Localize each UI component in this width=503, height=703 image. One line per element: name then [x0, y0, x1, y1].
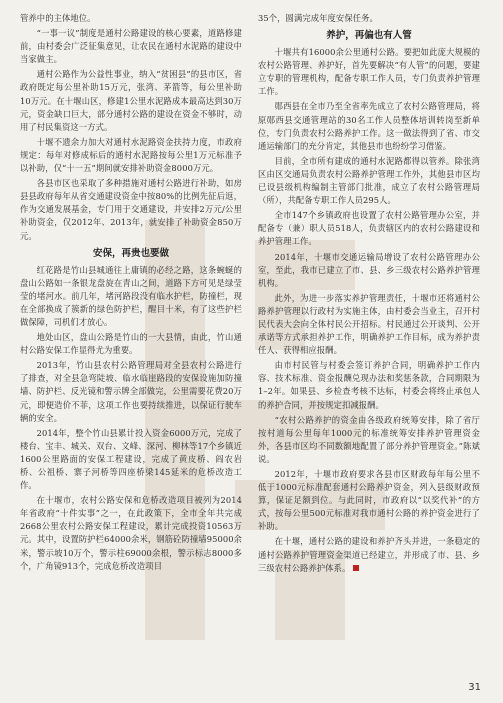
paragraph: 2013年，竹山县农村公路管理局对全县农村公路进行了排查，对全县急弯陡坡、临水临崖路段的安保设施加防撞墙、防护栏、反光镜和警示牌全部做完，公里需要花费20万元，即便造价不菲，这项工作也要持续推进，以保证行驶车辆的安全。 — [20, 360, 242, 423]
paragraph: 十堰共有16000余公里通村公路。要把如此庞大规模的农村公路管理、养护好，首先要解决“有人管”的问题，要建立专职的管理机构，配备专职工作人员，专门负责养护管理工作。 — [258, 47, 480, 97]
paragraph: 35个，圆满完成年度安保任务。 — [258, 13, 378, 23]
paragraph: 2014年，整个竹山县累计投入资金6000万元，完成了楼台、宝丰、城关、双台、文峰、深河、柳林等17个乡镇近1600公里路面的安保工程建设，完成了黄皮桥、阎农岩桥、公祖桥、寨子河桥等四座桥梁145延米的危桥改造工作。 — [20, 427, 242, 491]
left-column — [20, 12, 242, 575]
paragraph-last — [258, 535, 480, 574]
paragraph: 全市147个乡镇政府也设置了农村公路管理办公室，并配备专（兼）职人员518人，负责辖区内的农村公路建设和养护管理工作。 — [258, 210, 480, 247]
paragraph: “农村公路养护的资金由各级政府统筹安排，除了省厅按村道每公里每年1000元的标准统筹安排养护管理资金外，各县市区均不同数额地配置了部分养护管理资金。”陈斌说。 — [258, 414, 480, 464]
end-of-article-square-icon — [353, 565, 359, 571]
paragraph: 由市村民管与村委会签订养护合同，明确养护工作内容、技术标准、资金报酬兑现办法和奖惩条款，合同期限为1–2年。如果县、乡检查考核不达标，村委会将终止承包人的养护合同，并按规定扣减报酬。 — [258, 360, 480, 410]
section-heading: 养护，再偏也有人管 — [326, 30, 412, 42]
paragraph-text: 在十堰，通村公路的建设和养护齐头并进，一条稳定的通村公路养护管理资金渠道已经建立，并形成了市、县、乡三级农村公路养护体系。 — [258, 536, 480, 573]
paragraph: 郧西县在全市乃至全省率先成立了农村公路管理局，将原郧西县交通管理站的30名工作人员整体培训转岗至新单位，专门负责农村公路养护工作。这一做法得到了省、市交通运输部门的充分肯定，其他县市也纷纷学习借鉴。 — [258, 101, 480, 151]
paragraph: 红花路是竹山县城通往上庸镇的必经之路，这条蜿蜒的盘山公路如一条银龙盘旋在青山之间，道路下方可见是绿莹莹的堵河水。前几年，堵河路段没有临水护栏，防撞栏，现在全部换成了簇新的绿色防护栏，醒目十米，有了这些护栏做保障，司机们才放心。 — [20, 264, 242, 327]
section-heading: 安保，再贵也要做 — [92, 247, 169, 259]
paragraph: 目前，全市所有建成的通村水泥路都得以管养。除张湾区由区交通局负责农村公路养护管理工作外，其他县市区均已设县级机构编制主管部门批准，成立了农村公路管理局（所），共配备专职工作人员295人。 — [258, 155, 480, 206]
paragraph: 2012年，十堰市政府要求各县市区财政每年每公里不低于1000元标准配套通村公路养护资金，列入县级财政预算，保证足额到位。与此同时，市政府以“以奖代补”的方式，按每公里500元标准对我市通村公路的养护资金进行了补助。 — [258, 469, 480, 532]
paragraph: 2014年，十堰市交通运输局增设了农村公路管理办公室，至此，我市已建立了市、县、乡三级农村公路养护管理机构。 — [258, 251, 480, 288]
paragraph: 通村公路作为公益性事业，纳入“贫困县”的县市区，省政府既定每公里补助15万元，张湾、茅箭等，每公里补助10万元。在十堰山区，修建1公里水泥路成本最高达到30万元，资金缺口巨大，部分通村公路的建设在资金不够时，动用了村民集资这一方式。 — [20, 69, 242, 132]
page-number: 31 — [468, 682, 481, 693]
paragraph: “一事一议”制度是通村公路建设的核心要素，道路修建前，由村委会广泛征集意见，让农民在通村水泥路的建设中当家做主。 — [20, 28, 242, 65]
paragraph: 在十堰市，农村公路安保和危桥改造项目被列为2014年省政府“十件实事”之一，在此政策下，全市全年共完成2668公里农村公路安保工程建设，累计完成投资10563万元。其中，设置防护栏64000余米，钢筋砼防撞墙95000余米，警示坡10万个，警示柱69000余根，警示标志8000多个，广角镜913个，完成危桥改造项目 — [20, 495, 242, 571]
paragraph: 各县市区也采取了多种措施对通村公路进行补助，如房县县政府每年从省交通建设资金中按80%的比例先征后返，作为交通发展基金，专门用于交通建设，并安排2万元/公里补助资金，仅2012年、2013年，就安排了补助资金850万元。 — [20, 178, 242, 241]
paragraph: 管养中的主体地位。 — [20, 13, 96, 23]
paragraph: 地处山区，盘山公路是竹山的一大县情，由此，竹山通村公路安保工作显得尤为重要。 — [20, 332, 242, 356]
paragraph: 十堰不遗余力加大对通村水泥路资金扶持力度，市政府规定：每年对修成标后的通村水泥路按每公里1万元标准予以补助，仅“十一五”期间就安排补助资金8000万元。 — [20, 136, 242, 174]
paragraph: 此外，为进一步落实养护管理责任，十堰市还将通村公路养护管理以行政村为实施主体，由村委会当业主，召开村民代表大会向全体村民公开招标。村民通过公开谈判、公开承诺等方式承担养护工作，明确养护工作目标，成为养护责任人、获得相应报酬。 — [258, 292, 480, 356]
right-column — [258, 12, 480, 577]
